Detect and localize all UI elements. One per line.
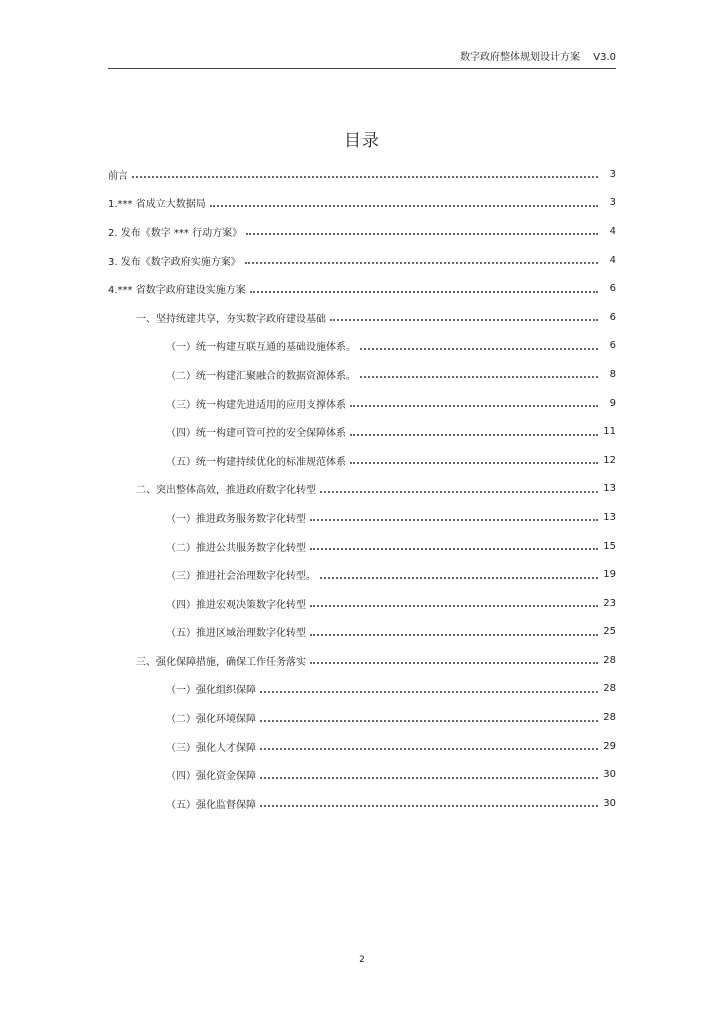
dot-leader bbox=[350, 462, 598, 464]
dot-leader bbox=[310, 519, 598, 521]
toc-entry-label: 一、坚持统建共享，夯实数字政府建设基础 bbox=[136, 313, 326, 325]
toc-entry-page: 3 bbox=[609, 197, 616, 209]
toc-entry-page: 28 bbox=[603, 712, 616, 724]
dot-leader bbox=[245, 262, 598, 264]
toc-entry-label: （五）强化监督保障 bbox=[166, 799, 256, 811]
toc-entry-label: （五）推进区域治理数字化转型 bbox=[166, 628, 306, 640]
dot-leader bbox=[310, 605, 598, 607]
toc-entry-label: （五）统一构建持续优化的标准规范体系 bbox=[166, 456, 346, 468]
page-header bbox=[108, 50, 616, 69]
toc-entry-page: 28 bbox=[603, 683, 616, 695]
dot-leader bbox=[360, 348, 598, 350]
toc-entry-label: （一）强化组织保障 bbox=[166, 685, 256, 697]
toc-entry-page: 4 bbox=[609, 254, 616, 266]
dot-leader bbox=[250, 291, 598, 293]
dot-leader bbox=[260, 805, 598, 807]
toc-entry[interactable] bbox=[108, 789, 616, 818]
page-number: 2 bbox=[359, 955, 365, 965]
toc-entry-label: 3. 发布《数字政府实施方案》 bbox=[108, 256, 241, 268]
toc-entry-label: （一）统一构建互联互通的基础设施体系。 bbox=[166, 342, 356, 354]
toc-entry-label: 三、强化保障措施，确保工作任务落实 bbox=[136, 656, 306, 668]
toc-entry[interactable] bbox=[108, 532, 616, 561]
dot-leader bbox=[330, 319, 598, 321]
toc-entry-page: 13 bbox=[603, 483, 616, 495]
toc-entry-label: 前言 bbox=[108, 170, 128, 182]
toc-entry-label: （四）统一构建可管可控的安全保障体系 bbox=[166, 428, 346, 440]
dot-leader bbox=[350, 434, 598, 436]
toc-entry-label: （三）统一构建先进适用的应用支撑体系 bbox=[166, 399, 346, 411]
toc-entry[interactable] bbox=[108, 246, 616, 275]
toc-entry-page: 9 bbox=[609, 397, 616, 409]
toc-entry-page: 6 bbox=[609, 283, 616, 295]
dot-leader bbox=[132, 176, 598, 178]
toc-entry-label: （二）推进公共服务数字化转型 bbox=[166, 542, 306, 554]
toc-entry[interactable] bbox=[108, 360, 616, 389]
toc-entry-label: （四）推进宏观决策数字化转型 bbox=[166, 599, 306, 611]
toc-entry-page: 6 bbox=[609, 340, 616, 352]
toc-entry-label: （三）推进社会治理数字化转型。 bbox=[166, 571, 316, 583]
toc-entry-label: （二）强化环境保障 bbox=[166, 714, 256, 726]
toc-entry[interactable] bbox=[108, 475, 616, 504]
dot-leader bbox=[310, 548, 598, 550]
toc-entry-page: 15 bbox=[603, 540, 616, 552]
toc-entry-page: 13 bbox=[603, 511, 616, 523]
toc-entry[interactable] bbox=[108, 589, 616, 618]
toc-entry-label: （三）强化人才保障 bbox=[166, 742, 256, 754]
toc-entry[interactable] bbox=[108, 389, 616, 418]
dot-leader bbox=[246, 233, 598, 235]
toc-entry[interactable] bbox=[108, 618, 616, 647]
document-version: V3.0 bbox=[593, 52, 616, 63]
toc-entry-page: 12 bbox=[603, 454, 616, 466]
toc-entry-page: 28 bbox=[603, 654, 616, 666]
toc-entry[interactable] bbox=[108, 503, 616, 532]
dot-leader bbox=[310, 634, 598, 636]
toc-entry-page: 23 bbox=[603, 597, 616, 609]
toc-entry-label: （一）推进政务服务数字化转型 bbox=[166, 513, 306, 525]
toc-entry-page: 6 bbox=[609, 311, 616, 323]
toc-entry[interactable] bbox=[108, 446, 616, 475]
toc-entry-label: （二）统一构建汇聚融合的数据资源体系。 bbox=[166, 370, 356, 382]
toc-entry-label: 2. 发布《数字 *** 行动方案》 bbox=[108, 227, 243, 239]
toc-entry[interactable] bbox=[108, 560, 616, 589]
toc-entry[interactable] bbox=[108, 417, 616, 446]
toc-entry-label: （四）强化资金保障 bbox=[166, 771, 256, 783]
table-of-contents bbox=[108, 160, 616, 818]
toc-entry-page: 3 bbox=[609, 168, 616, 180]
toc-entry[interactable] bbox=[108, 189, 616, 218]
toc-entry[interactable] bbox=[108, 732, 616, 761]
toc-entry[interactable] bbox=[108, 760, 616, 789]
toc-entry[interactable] bbox=[108, 703, 616, 732]
toc-entry[interactable] bbox=[108, 303, 616, 332]
toc-entry-page: 11 bbox=[603, 426, 616, 438]
dot-leader bbox=[320, 491, 598, 493]
toc-entry-page: 4 bbox=[609, 225, 616, 237]
toc-entry-page: 30 bbox=[603, 797, 616, 809]
dot-leader bbox=[350, 405, 598, 407]
toc-entry[interactable] bbox=[108, 646, 616, 675]
dot-leader bbox=[260, 691, 598, 693]
toc-entry-label: 1.*** 省成立大数据局 bbox=[108, 199, 206, 211]
document-title: 数字政府整体规划设计方案 bbox=[460, 52, 581, 63]
toc-title: 目录 bbox=[344, 131, 380, 151]
toc-entry-label: 二、突出整体高效，推进政府数字化转型 bbox=[136, 485, 316, 497]
dot-leader bbox=[260, 748, 598, 750]
toc-entry-label: 4.*** 省数字政府建设实施方案 bbox=[108, 285, 246, 297]
dot-leader bbox=[260, 777, 598, 779]
toc-entry-page: 29 bbox=[603, 740, 616, 752]
toc-entry-page: 19 bbox=[603, 569, 616, 581]
toc-entry[interactable] bbox=[108, 217, 616, 246]
dot-leader bbox=[360, 376, 598, 378]
dot-leader bbox=[210, 205, 598, 207]
toc-entry-page: 30 bbox=[603, 769, 616, 781]
dot-leader bbox=[320, 577, 598, 579]
toc-entry[interactable] bbox=[108, 675, 616, 704]
toc-entry-page: 8 bbox=[609, 368, 616, 380]
dot-leader bbox=[310, 662, 598, 664]
dot-leader bbox=[260, 720, 598, 722]
toc-entry[interactable] bbox=[108, 332, 616, 361]
toc-entry-page: 25 bbox=[603, 626, 616, 638]
toc-entry[interactable] bbox=[108, 160, 616, 189]
toc-entry[interactable] bbox=[108, 274, 616, 303]
